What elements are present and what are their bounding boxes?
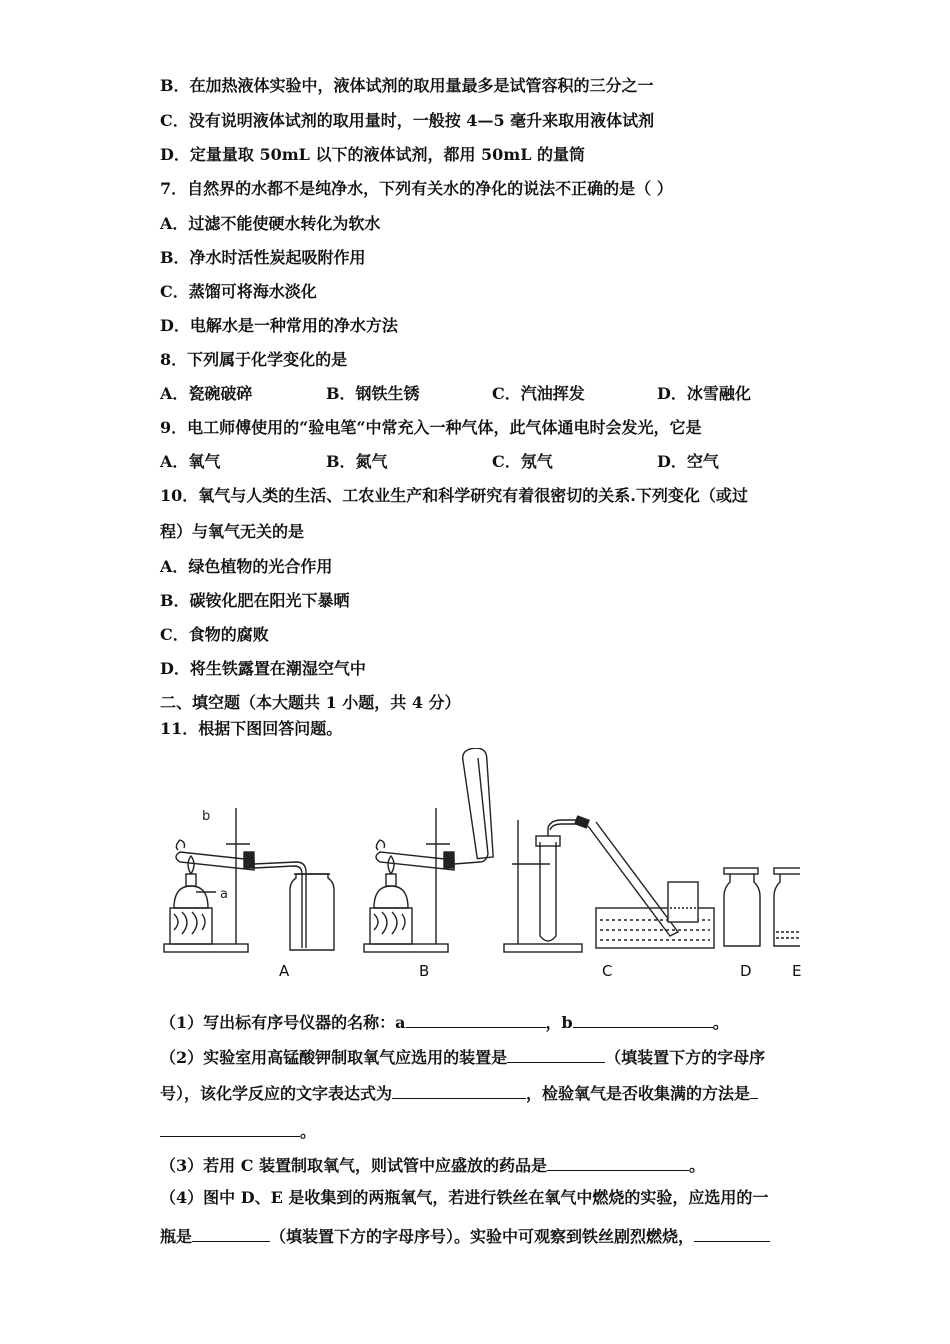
question-10-stem-line2: 程）与氧气无关的是 [160, 522, 305, 541]
question-9-option-c: C．氖气 [492, 452, 553, 471]
answer-blank-check[interactable] [160, 1120, 300, 1137]
question-9-option-d: D．空气 [657, 452, 719, 471]
question-7-option-c: C．蒸馏可将海水淡化 [160, 282, 317, 301]
apparatus-a [164, 808, 334, 952]
figure-label-e: E [792, 962, 802, 980]
question-7-option-d: D．电解水是一种常用的净水方法 [160, 316, 398, 335]
question-11-part6: （4）图中 D、E 是收集到的两瓶氧气，若进行铁丝在氧气中燃烧的实验，应选用的一 [160, 1188, 769, 1207]
part5-prefix: （3）若用 C 装置制取氧气，则试管中应盛放的药品是 [160, 1156, 548, 1175]
question-7-option-a: A．过滤不能使硬水转化为软水 [160, 214, 381, 233]
section-heading: 二、填空题（本大题共 1 小题，共 4 分） [160, 693, 461, 712]
question-8-option-b: B．钢铁生锈 [326, 384, 420, 403]
question-6-option-c: C．没有说明液体试剂的取用量时，一般按 4—5 毫升来取用液体试剂 [160, 111, 655, 130]
question-6-option-b: B．在加热液体实验中，液体试剂的取用量最多是试管容积的三分之一 [160, 76, 654, 95]
part3-prefix: 号），该化学反应的文字表达式为 [160, 1084, 393, 1103]
question-9-option-b: B．氮气 [326, 452, 388, 471]
part4-end: 。 [300, 1122, 317, 1141]
part2-prefix: （2）实验室用高锰酸钾制取氧气应选用的装置是 [160, 1048, 508, 1067]
answer-blank-expression[interactable] [392, 1082, 526, 1099]
question-11-part1 [160, 1011, 729, 1033]
apparatus-diagram [160, 748, 800, 988]
question-7-option-b: B．净水时活性炭起吸附作用 [160, 248, 366, 267]
figure-label-d: D [740, 962, 752, 980]
question-8-option-d: D．冰雪融化 [657, 384, 751, 403]
question-10-stem-line1: 10．氧气与人类的生活、工农业生产和科学研究有着很密切的关系.下列变化（或过 [160, 486, 748, 505]
apparatus-b [364, 748, 497, 952]
question-11-stem: 11．根据下图回答问题。 [160, 719, 343, 738]
answer-blank-drug[interactable] [547, 1154, 689, 1171]
part7-prefix: 瓶是 [160, 1227, 193, 1246]
answer-blank-device[interactable] [507, 1046, 605, 1063]
part1-end: 。 [712, 1013, 729, 1032]
question-10-option-c: C．食物的腐败 [160, 625, 269, 644]
answer-blank-check-start[interactable] [750, 1082, 758, 1099]
figure-label-b: B [419, 962, 430, 980]
question-11-part4 [160, 1120, 316, 1142]
answer-blank-b[interactable] [573, 1011, 713, 1028]
question-8-option-a: A．瓷碗破碎 [160, 384, 253, 403]
question-10-option-b: B．碳铵化肥在阳光下暴晒 [160, 591, 350, 610]
figure-label-c: C [602, 962, 613, 980]
part7-mid: （填装置下方的字母序号）。实验中可观察到铁丝剧烈燃烧， [270, 1227, 695, 1246]
part3-mid: ，检验氧气是否收集满的方法是 [526, 1084, 751, 1103]
question-10-option-a: A．绿色植物的光合作用 [160, 557, 333, 576]
part5-end: 。 [689, 1156, 706, 1175]
question-8-option-c: C．汽油挥发 [492, 384, 585, 403]
question-11-part5 [160, 1154, 705, 1176]
question-6-option-d: D．定量量取 50mL 以下的液体试剂，都用 50mL 的量筒 [160, 145, 586, 164]
answer-blank-a[interactable] [406, 1011, 546, 1028]
part2-end: （填装置下方的字母序 [605, 1048, 766, 1067]
question-9-stem: 9．电工师傅使用的“验电笔“中常充入一种气体，此气体通电时会发光，它是 [160, 418, 702, 437]
label-a-marker: a [220, 887, 228, 902]
question-11-part7 [160, 1225, 770, 1247]
question-11-part2 [160, 1046, 765, 1068]
answer-blank-phenomenon[interactable] [694, 1225, 770, 1242]
part1-mid: ，b [545, 1013, 573, 1032]
figure-label-a: A [279, 962, 290, 980]
bottle-e [774, 868, 800, 946]
question-8-stem: 8．下列属于化学变化的是 [160, 350, 348, 369]
apparatus-c [504, 816, 678, 952]
part1-prefix: （1）写出标有序号仪器的名称：a [160, 1013, 406, 1032]
question-9-option-a: A．氧气 [160, 452, 221, 471]
question-11-part3 [160, 1082, 758, 1104]
question-10-option-d: D．将生铁露置在潮湿空气中 [160, 659, 366, 678]
label-b-marker: b [202, 809, 211, 824]
answer-blank-bottle[interactable] [192, 1225, 270, 1242]
bottle-d [724, 868, 760, 946]
question-7-stem: 7．自然界的水都不是纯净水，下列有关水的净化的说法不正确的是（ ） [160, 179, 673, 198]
